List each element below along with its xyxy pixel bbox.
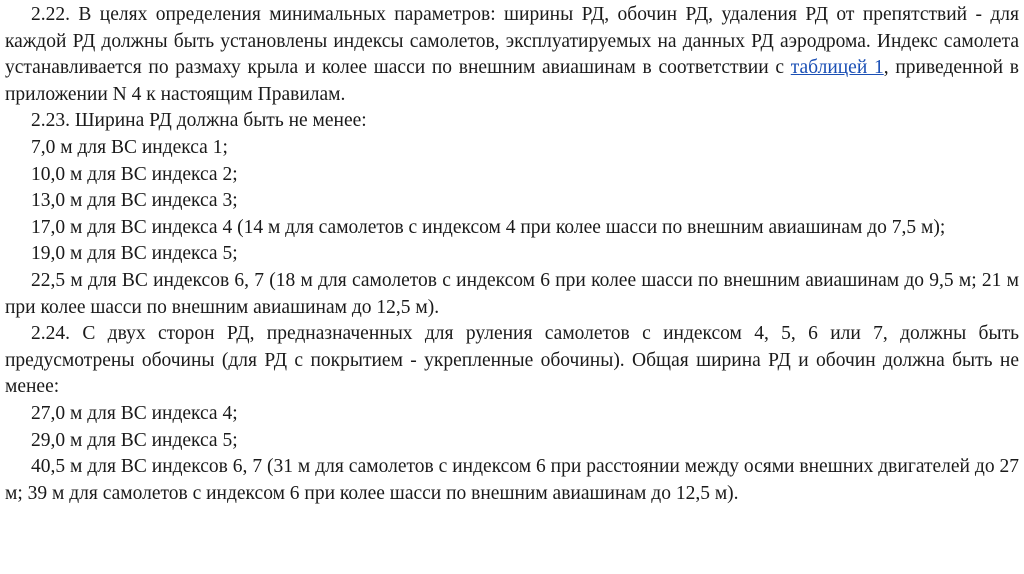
paragraph-2-24: 2.24. С двух сторон РД, предназначенных для руления самолетов с индексом 4, 5, 6 или 7, должны быть предусмотрены обочины (для РД с покрытием - укрепленные обочины). Общая ширина РД и обочин должна быть не менее: (5, 323, 1019, 398)
width-item-index-3: 13,0 м для ВС индекса 3; (31, 190, 238, 212)
paragraph-2-23: 2.23. Ширина РД должна быть не менее: (31, 110, 367, 132)
width-item-index-2: 10,0 м для ВС индекса 2; (31, 163, 238, 185)
shoulder-item-index-4: 27,0 м для ВС индекса 4; (31, 402, 238, 424)
shoulder-item-index-6-7: 40,5 м для ВС индексов 6, 7 (31 м для самолетов с индексом 6 при расстоянии между осями внешних двигателей до 27 м; 39 м для самолетов с индексом 6 при колее шасси по внешним авиашинам до 12,5 м). (5, 456, 1019, 504)
width-item-index-6-7: 22,5 м для ВС индексов 6, 7 (18 м для самолетов с индексом 6 при колее шасси по внешним авиашинам до 9,5 м; 21 м при колее шасси по внешним авиашинам до 12,5 м). (5, 269, 1019, 318)
table-1-link[interactable]: таблицей 1 (790, 57, 884, 79)
paragraph-2-22-text-end: , приведенной в приложении N 4 к настоящим Правилам. (5, 57, 1020, 105)
shoulder-item-index-5: 29,0 м для ВС индекса 5; (31, 429, 238, 451)
width-item-index-5: 19,0 м для ВС индекса 5; (31, 243, 238, 265)
width-item-index-4: 17,0 м для ВС индекса 4 (14 м для самолетов с индексом 4 при колее шасси по внешним авиашинам до 7,5 м); (31, 216, 946, 238)
width-item-index-1: 7,0 м для ВС индекса 1; (31, 136, 228, 158)
paragraph-2-22 (5, 2, 1019, 108)
paragraph-2-22-text: 2.22. В целях определения минимальных параметров: ширины РД, обочин РД, удаления РД от препятствий - для каждой РД должны быть установлены индексы самолетов, эксплуатируемых на данных РД аэродрома. Индекс самолета устанавливается по размаху крыла и колее шасси по внешним авиашинам в соответствии с (5, 4, 1019, 79)
